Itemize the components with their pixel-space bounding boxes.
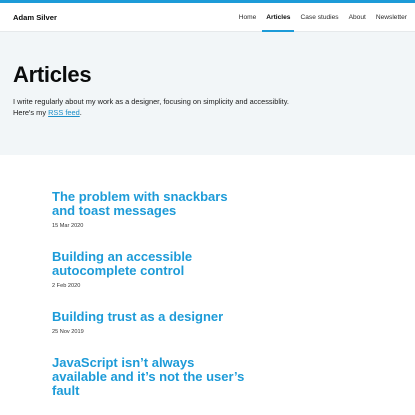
- article-list: [0, 155, 415, 398]
- intro-line: I write regularly about my work as a designer, focusing on simplicity and accessiblity.: [13, 97, 289, 106]
- article-date: 2 Feb 2020: [52, 283, 81, 289]
- nav-item-case-studies[interactable]: Case studies: [300, 13, 339, 21]
- nav-item-articles[interactable]: Articles: [262, 3, 294, 31]
- article-heading: [52, 250, 252, 278]
- intro-prefix: Here's my: [13, 108, 49, 117]
- article-heading: [52, 190, 252, 218]
- brand-link[interactable]: Adam Silver: [13, 12, 57, 22]
- article-heading: [52, 356, 252, 398]
- article-date: 15 Mar 2020: [52, 223, 84, 229]
- nav-item-home[interactable]: Home: [238, 13, 257, 21]
- article-title-link[interactable]: Building trust as a designer: [52, 309, 224, 324]
- list-item: [52, 250, 252, 289]
- list-item: [52, 356, 252, 398]
- nav-item-newsletter[interactable]: Newsletter: [375, 13, 407, 21]
- nav-item-about[interactable]: About: [348, 13, 366, 21]
- article-title-link[interactable]: The problem with snackbars and toast messages: [52, 189, 228, 218]
- list-item: [52, 310, 252, 335]
- list-item: [52, 190, 252, 229]
- main-nav: [234, 3, 412, 31]
- article-heading: [52, 310, 252, 324]
- article-title-link[interactable]: Building an accessible autocomplete control: [52, 249, 193, 278]
- article-title-link[interactable]: JavaScript isn’t always available and it’s not the user’s fault: [52, 355, 245, 398]
- page-title: Articles: [13, 62, 92, 87]
- rss-feed-link[interactable]: RSS feed: [48, 108, 80, 117]
- hero-section: [0, 32, 415, 155]
- site-header: [0, 3, 415, 32]
- intro-text: [13, 96, 343, 118]
- intro-suffix: .: [79, 108, 82, 117]
- article-date: 25 Nov 2019: [52, 329, 84, 335]
